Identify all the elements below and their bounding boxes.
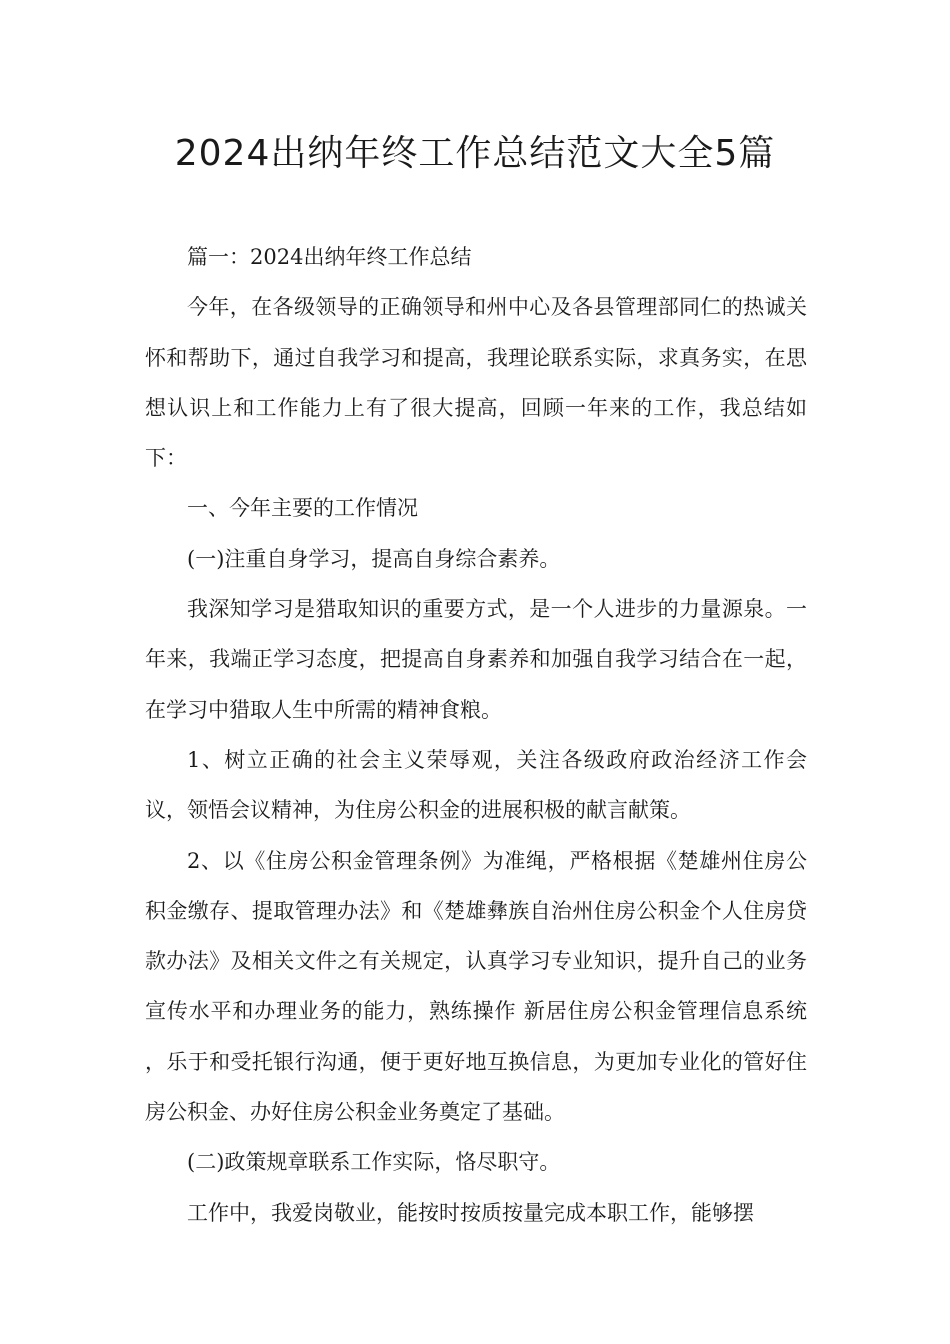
body-paragraph: 工作中，我爱岗敬业，能按时按质按量完成本职工作，能够摆 [187, 1200, 754, 1225]
list-item: 1、树立正确的社会主义荣辱观，关注各级政府政治经济工作会议，领悟会议精神，为住房公积金的进展积极的献言献策。 [145, 747, 807, 823]
subsection-heading: (一)注重自身学习，提高自身综合素养。 [187, 546, 561, 571]
list-item: 2、以《住房公积金管理条例》为准绳，严格根据《楚雄州住房公积金缴存、提取管理办法》和《楚雄彝族自治州住房公积金个人住房贷款办法》及相关文件之有关规定，认真学习专业知识，提升自己的业务宣传水平和办理业务的能力，熟练操作 新居住房公积金管理信息系统 ，乐于和受托银行沟通，便于更好地互换信息，为更加专业化的管好住房公积金、办好住房公积金业务奠定了基础。 [145, 848, 807, 1125]
section-heading: 一、今年主要的工作情况 [187, 496, 418, 521]
body-paragraph: 今年，在各级领导的正确领导和州中心及各县管理部同仁的热诚关怀和帮助下，通过自我学习和提高，我理论联系实际，求真务实，在思想认识上和工作能力上有了很大提高，回顾一年来的工作，我总结如下： [145, 295, 807, 471]
subsection-heading: (二)政策规章联系工作实际，恪尽职守。 [187, 1150, 561, 1175]
section-heading: 篇一：2024出纳年终工作总结 [187, 245, 472, 269]
body-paragraph: 我深知学习是猎取知识的重要方式，是一个人进步的力量源泉。一年来，我端正学习态度，把提高自身素养和加强自我学习结合在一起，在学习中猎取人生中所需的精神食粮。 [145, 597, 807, 722]
document-body [145, 232, 807, 1238]
document-title: 2024出纳年终工作总结范文大全5篇 [174, 133, 776, 174]
